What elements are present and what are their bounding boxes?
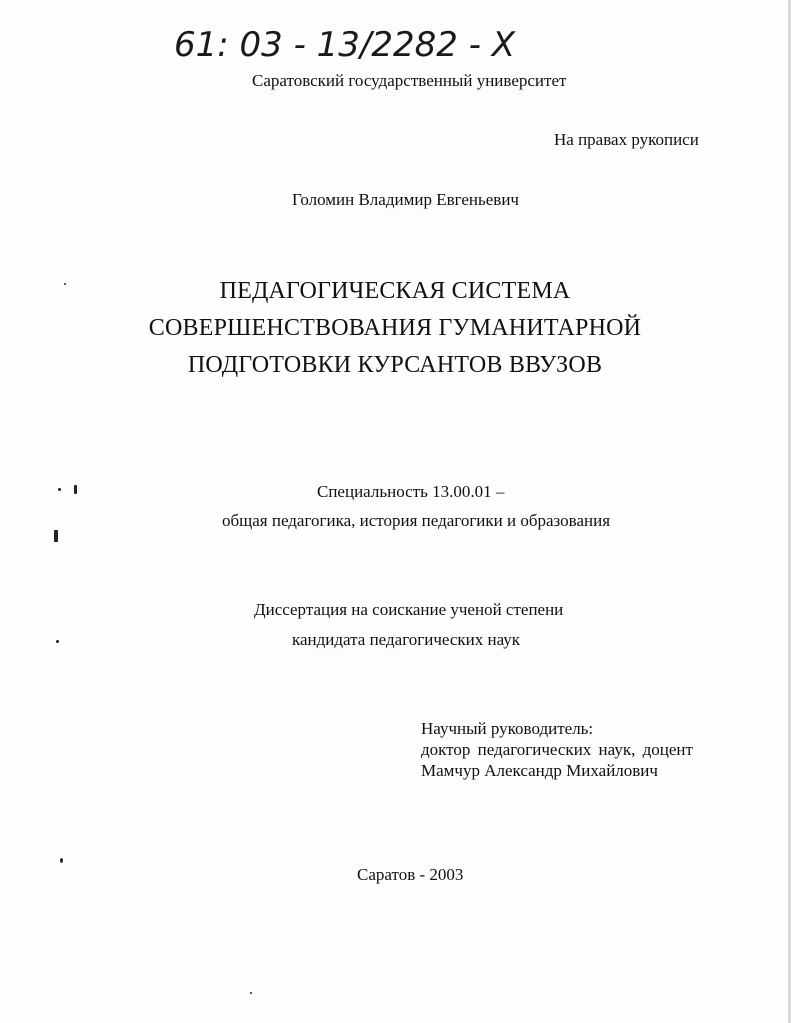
- title-line: ПЕДАГОГИЧЕСКАЯ СИСТЕМА: [219, 278, 571, 304]
- supervisor-block: [421, 718, 693, 781]
- academic-degree: кандидата педагогических наук: [292, 630, 521, 649]
- scan-speck: [250, 992, 252, 994]
- supervisor-degree: доктор педагогических наук, доцент: [421, 740, 693, 759]
- scan-speck: [64, 283, 66, 285]
- author-name: Голомин Владимир Евгеньевич: [292, 190, 519, 209]
- dissertation-purpose: Диссертация на соискание ученой степени: [254, 600, 564, 619]
- scan-speck: [56, 640, 59, 643]
- specialty-code: Специальность 13.00.01 –: [317, 482, 505, 501]
- handwritten-catalog-code: [170, 18, 530, 68]
- handwritten-code-text: 61: 03 - 13/2282 - X: [174, 25, 516, 65]
- manuscript-rights-note: На правах рукописи: [554, 130, 699, 149]
- scan-speck: [54, 530, 58, 542]
- city-year: Саратов - 2003: [357, 865, 464, 884]
- university-name: Саратовский государственный университет: [252, 71, 567, 90]
- supervisor-name: Мамчур Александр Михайлович: [421, 761, 658, 780]
- title-line: СОВЕРШЕНСТВОВАНИЯ ГУМАНИТАРНОЙ: [148, 315, 642, 341]
- dissertation-title: [130, 273, 660, 384]
- title-line: ПОДГОТОВКИ КУРСАНТОВ ВВУЗОВ: [187, 352, 603, 378]
- specialty-name: общая педагогика, история педагогики и образования: [222, 511, 611, 530]
- scan-speck: [60, 858, 63, 863]
- scan-speck: [58, 488, 61, 491]
- supervisor-label: Научный руководитель:: [421, 719, 594, 738]
- scan-speck: [74, 485, 77, 494]
